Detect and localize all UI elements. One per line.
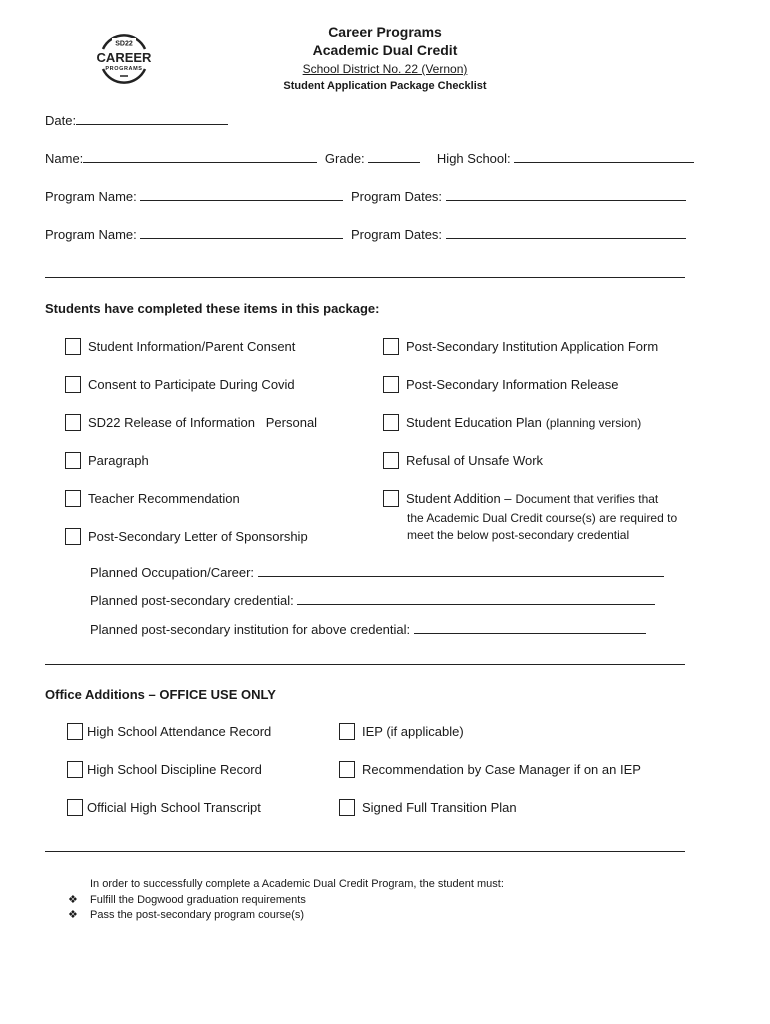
office-section-heading: Office Additions – OFFICE USE ONLY — [45, 687, 276, 702]
district-name: School District No. 22 (Vernon) — [302, 62, 468, 76]
planned-occupation-row: Planned Occupation/Career: — [90, 564, 664, 580]
checkbox[interactable] — [67, 799, 83, 816]
checkbox[interactable] — [67, 723, 83, 740]
title-line-2: Academic Dual Credit — [312, 42, 458, 58]
program-name-label: Program Name: — [45, 189, 137, 204]
diamond-bullet-icon: ❖ — [68, 909, 78, 921]
checkbox-item[interactable]: Teacher Recommendation — [65, 490, 240, 507]
checkbox-item[interactable]: High School Discipline Record — [67, 761, 262, 778]
date-row — [45, 112, 228, 128]
grade-label: Grade: — [324, 151, 365, 166]
program-name-field-1[interactable] — [140, 188, 343, 201]
logo-sub-text: PROGRAMS — [105, 66, 143, 72]
checkbox-item[interactable]: Post-Secondary Letter of Sponsorship — [65, 528, 308, 545]
checkbox[interactable] — [339, 723, 355, 740]
checkbox[interactable] — [65, 338, 81, 355]
high-school-label: High School: — [436, 151, 511, 166]
checklist-title: Student Application Package Checklist — [283, 80, 487, 92]
logo-main-text: CAREER — [96, 50, 152, 65]
checkbox[interactable] — [383, 414, 399, 431]
checkbox[interactable] — [65, 452, 81, 469]
checkbox-item[interactable]: Student Information/Parent Consent — [65, 338, 295, 355]
footer-bullet: ❖ Fulfill the Dogwood graduation requirements — [68, 894, 306, 906]
checkbox-item[interactable]: Student Education Plan (planning version) — [383, 414, 641, 431]
program-row-1 — [45, 188, 686, 204]
footer-bullet: ❖ Pass the post-secondary program course(s) — [68, 909, 304, 921]
package-section-heading: Students have completed these items in this package: — [45, 301, 380, 316]
checkbox[interactable] — [339, 799, 355, 816]
checkbox-item[interactable]: SD22 Release of Information Personal — [65, 414, 317, 431]
student-addition-desc: Document that verifies that — [515, 491, 659, 506]
divider — [45, 851, 685, 852]
title-line-1: Career Programs — [328, 24, 442, 40]
checkbox[interactable] — [65, 490, 81, 507]
grade-field[interactable] — [368, 150, 420, 163]
checkbox[interactable] — [383, 376, 399, 393]
checkbox-item[interactable]: Official High School Transcript — [67, 799, 261, 816]
student-addition-desc-3: meet the below post-secondary credential — [407, 528, 630, 542]
sd22-career-programs-logo — [93, 32, 155, 84]
divider — [45, 277, 685, 278]
diamond-bullet-icon: ❖ — [68, 894, 78, 906]
name-label: Name: — [45, 151, 84, 166]
divider — [45, 664, 685, 665]
name-row — [45, 150, 694, 166]
program-dates-label: Program Dates: — [351, 227, 443, 242]
checkbox-item[interactable]: IEP (if applicable) — [339, 723, 464, 740]
high-school-field[interactable] — [514, 150, 694, 163]
program-dates-field-1[interactable] — [446, 188, 686, 201]
checkbox-item[interactable]: Refusal of Unsafe Work — [383, 452, 543, 469]
checkbox[interactable] — [383, 490, 399, 507]
footer-intro: In order to successfully complete a Academic Dual Credit Program, the student must: — [90, 878, 504, 890]
planned-institution-row: Planned post-secondary institution for above credential: — [90, 621, 646, 637]
program-name-label: Program Name: — [45, 227, 137, 242]
date-label: Date: — [45, 113, 77, 128]
planned-credential-row: Planned post-secondary credential: — [90, 592, 655, 608]
checkbox[interactable] — [67, 761, 83, 778]
planned-credential-field[interactable] — [297, 592, 655, 605]
checkbox[interactable] — [65, 414, 81, 431]
checkbox-item[interactable]: Recommendation by Case Manager if on an IEP — [339, 761, 641, 778]
program-row-2 — [45, 226, 686, 242]
checkbox[interactable] — [65, 376, 81, 393]
checkbox-item[interactable]: Post-Secondary Information Release — [383, 376, 618, 393]
checkbox[interactable] — [339, 761, 355, 778]
program-dates-field-2[interactable] — [446, 226, 686, 239]
planned-institution-field[interactable] — [414, 621, 646, 634]
checkbox-item[interactable]: Consent to Participate During Covid — [65, 376, 295, 393]
checkbox[interactable] — [383, 452, 399, 469]
logo-top-text: SD22 — [115, 40, 133, 48]
checkbox-item[interactable]: Signed Full Transition Plan — [339, 799, 517, 816]
student-addition-desc-2: the Academic Dual Credit course(s) are required to — [407, 511, 678, 525]
planned-occupation-field[interactable] — [258, 564, 664, 577]
checkbox[interactable] — [383, 338, 399, 355]
planning-version-note: (planning version) — [545, 415, 642, 430]
checkbox-item[interactable]: High School Attendance Record — [67, 723, 271, 740]
date-field[interactable] — [76, 112, 228, 125]
checkbox[interactable] — [65, 528, 81, 545]
program-dates-label: Program Dates: — [351, 189, 443, 204]
checkbox-item[interactable]: Student Addition – Document that verifies that — [383, 490, 658, 507]
name-field[interactable] — [83, 150, 317, 163]
program-name-field-2[interactable] — [140, 226, 343, 239]
checkbox-item[interactable]: Post-Secondary Institution Application Form — [383, 338, 658, 355]
checkbox-item[interactable]: Paragraph — [65, 452, 149, 469]
